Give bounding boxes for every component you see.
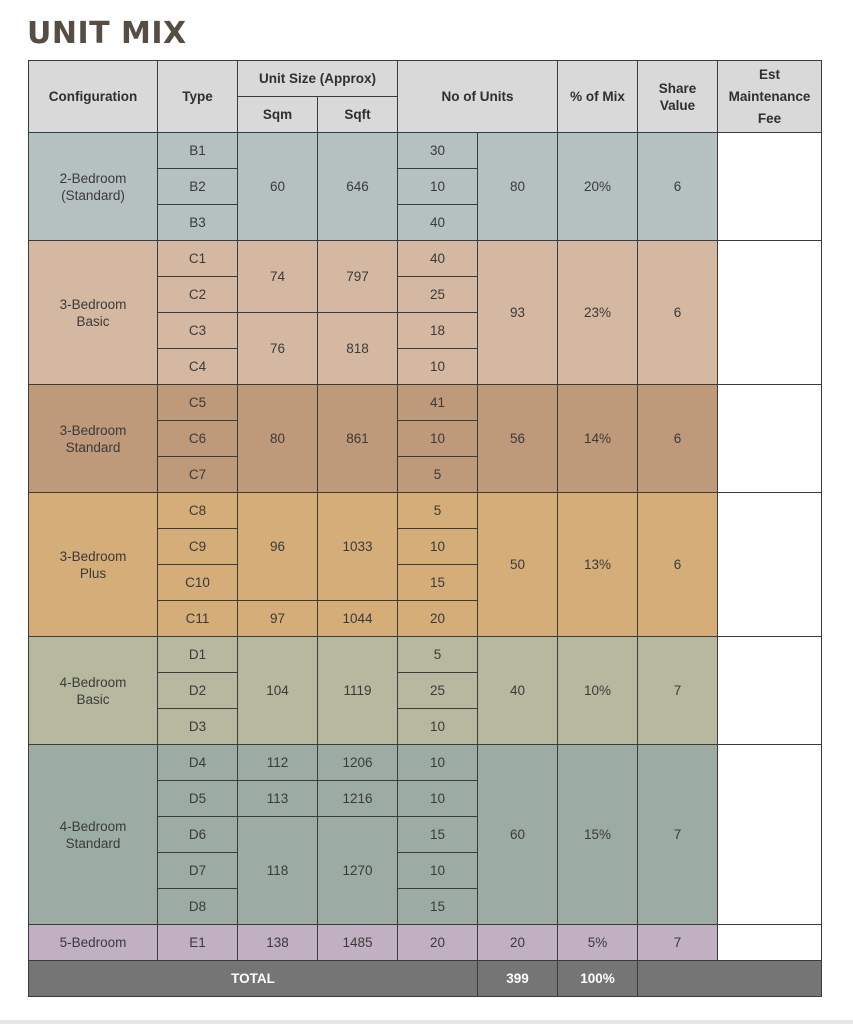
sqm-cell: 113 [238, 781, 318, 817]
est-fee-cell [718, 925, 822, 961]
page-title: UNIT MIX [27, 16, 187, 51]
header-pct-mix: % of Mix [558, 61, 638, 133]
header-sqm: Sqm [238, 97, 318, 133]
type-cell: D2 [158, 673, 238, 709]
header-sqft: Sqft [318, 97, 398, 133]
type-cell: D4 [158, 745, 238, 781]
pct-mix-cell: 20% [558, 133, 638, 241]
est-fee-cell [718, 745, 822, 925]
est-fee-cell [718, 637, 822, 745]
table-row [29, 925, 822, 961]
sqft-cell: 1044 [318, 601, 398, 637]
units-cell: 25 [398, 277, 478, 313]
type-cell: C2 [158, 277, 238, 313]
units-cell: 10 [398, 529, 478, 565]
units-cell: 10 [398, 781, 478, 817]
units-total-cell: 40 [478, 637, 558, 745]
configuration-cell: 4-Bedroom Standard [29, 745, 158, 925]
units-cell: 5 [398, 493, 478, 529]
type-cell: D3 [158, 709, 238, 745]
type-cell: D8 [158, 889, 238, 925]
pct-mix-cell: 5% [558, 925, 638, 961]
sqft-cell: 1119 [318, 637, 398, 745]
header-type: Type [158, 61, 238, 133]
units-cell: 15 [398, 565, 478, 601]
sqft-cell: 797 [318, 241, 398, 313]
configuration-cell: 2-Bedroom (Standard) [29, 133, 158, 241]
units-cell: 15 [398, 889, 478, 925]
type-cell: C9 [158, 529, 238, 565]
est-fee-cell [718, 385, 822, 493]
type-cell: C8 [158, 493, 238, 529]
type-cell: E1 [158, 925, 238, 961]
type-cell: C10 [158, 565, 238, 601]
share-value-cell: 7 [638, 637, 718, 745]
type-cell: C7 [158, 457, 238, 493]
units-cell: 10 [398, 709, 478, 745]
total-blank [638, 961, 822, 997]
type-cell: D7 [158, 853, 238, 889]
table-row [29, 637, 822, 673]
est-fee-cell [718, 133, 822, 241]
sqft-cell: 1206 [318, 745, 398, 781]
units-total-cell: 56 [478, 385, 558, 493]
sqm-cell: 80 [238, 385, 318, 493]
configuration-cell: 3-Bedroom Standard [29, 385, 158, 493]
type-cell: C1 [158, 241, 238, 277]
page-bottom-edge [0, 1020, 853, 1024]
table-row [29, 241, 822, 277]
header-share-value: Share Value [638, 61, 718, 133]
units-cell: 40 [398, 241, 478, 277]
type-cell: C5 [158, 385, 238, 421]
units-cell: 20 [398, 925, 478, 961]
units-total-cell: 50 [478, 493, 558, 637]
type-cell: D6 [158, 817, 238, 853]
totals-row [29, 961, 822, 997]
units-cell: 5 [398, 457, 478, 493]
pct-mix-cell: 14% [558, 385, 638, 493]
sqft-cell: 1485 [318, 925, 398, 961]
table-row [29, 133, 822, 169]
type-cell: C6 [158, 421, 238, 457]
units-total-cell: 93 [478, 241, 558, 385]
sqm-cell: 104 [238, 637, 318, 745]
configuration-cell: 3-Bedroom Basic [29, 241, 158, 385]
units-cell: 10 [398, 421, 478, 457]
type-cell: C11 [158, 601, 238, 637]
sqft-cell: 861 [318, 385, 398, 493]
total-pct: 100% [558, 961, 638, 997]
type-cell: B2 [158, 169, 238, 205]
configuration-cell: 5-Bedroom [29, 925, 158, 961]
unit-mix-table [28, 60, 822, 997]
sqm-cell: 74 [238, 241, 318, 313]
units-total-cell: 80 [478, 133, 558, 241]
units-cell: 25 [398, 673, 478, 709]
units-cell: 10 [398, 853, 478, 889]
sqm-cell: 60 [238, 133, 318, 241]
sqft-cell: 818 [318, 313, 398, 385]
units-cell: 41 [398, 385, 478, 421]
units-cell: 18 [398, 313, 478, 349]
share-value-cell: 6 [638, 241, 718, 385]
type-cell: C4 [158, 349, 238, 385]
pct-mix-cell: 23% [558, 241, 638, 385]
units-total-cell: 20 [478, 925, 558, 961]
share-value-cell: 6 [638, 385, 718, 493]
configuration-cell: 4-Bedroom Basic [29, 637, 158, 745]
units-cell: 30 [398, 133, 478, 169]
share-value-cell: 6 [638, 493, 718, 637]
table-header [29, 61, 822, 133]
pct-mix-cell: 13% [558, 493, 638, 637]
sqm-cell: 112 [238, 745, 318, 781]
type-cell: D1 [158, 637, 238, 673]
configuration-cell: 3-Bedroom Plus [29, 493, 158, 637]
type-cell: C3 [158, 313, 238, 349]
units-cell: 10 [398, 349, 478, 385]
share-value-cell: 6 [638, 133, 718, 241]
table-row [29, 493, 822, 529]
header-no-of-units: No of Units [398, 61, 558, 133]
units-total-cell: 60 [478, 745, 558, 925]
type-cell: B1 [158, 133, 238, 169]
sqft-cell: 1270 [318, 817, 398, 925]
units-cell: 10 [398, 745, 478, 781]
pct-mix-cell: 10% [558, 637, 638, 745]
table-row [29, 745, 822, 781]
table-body [29, 133, 822, 997]
units-cell: 5 [398, 637, 478, 673]
units-cell: 20 [398, 601, 478, 637]
total-units: 399 [478, 961, 558, 997]
sqft-cell: 646 [318, 133, 398, 241]
sqft-cell: 1216 [318, 781, 398, 817]
type-cell: D5 [158, 781, 238, 817]
share-value-cell: 7 [638, 745, 718, 925]
type-cell: B3 [158, 205, 238, 241]
table-row [29, 385, 822, 421]
est-fee-cell [718, 241, 822, 385]
sqm-cell: 76 [238, 313, 318, 385]
sqm-cell: 96 [238, 493, 318, 601]
header-unit-size: Unit Size (Approx) [238, 61, 398, 97]
sqm-cell: 138 [238, 925, 318, 961]
units-cell: 40 [398, 205, 478, 241]
total-label: TOTAL [29, 961, 478, 997]
est-fee-cell [718, 493, 822, 637]
sqm-cell: 118 [238, 817, 318, 925]
sqm-cell: 97 [238, 601, 318, 637]
header-est-maintenance-fee: Est Maintenance Fee [718, 61, 822, 133]
share-value-cell: 7 [638, 925, 718, 961]
units-cell: 10 [398, 169, 478, 205]
sqft-cell: 1033 [318, 493, 398, 601]
units-cell: 15 [398, 817, 478, 853]
pct-mix-cell: 15% [558, 745, 638, 925]
header-configuration: Configuration [29, 61, 158, 133]
